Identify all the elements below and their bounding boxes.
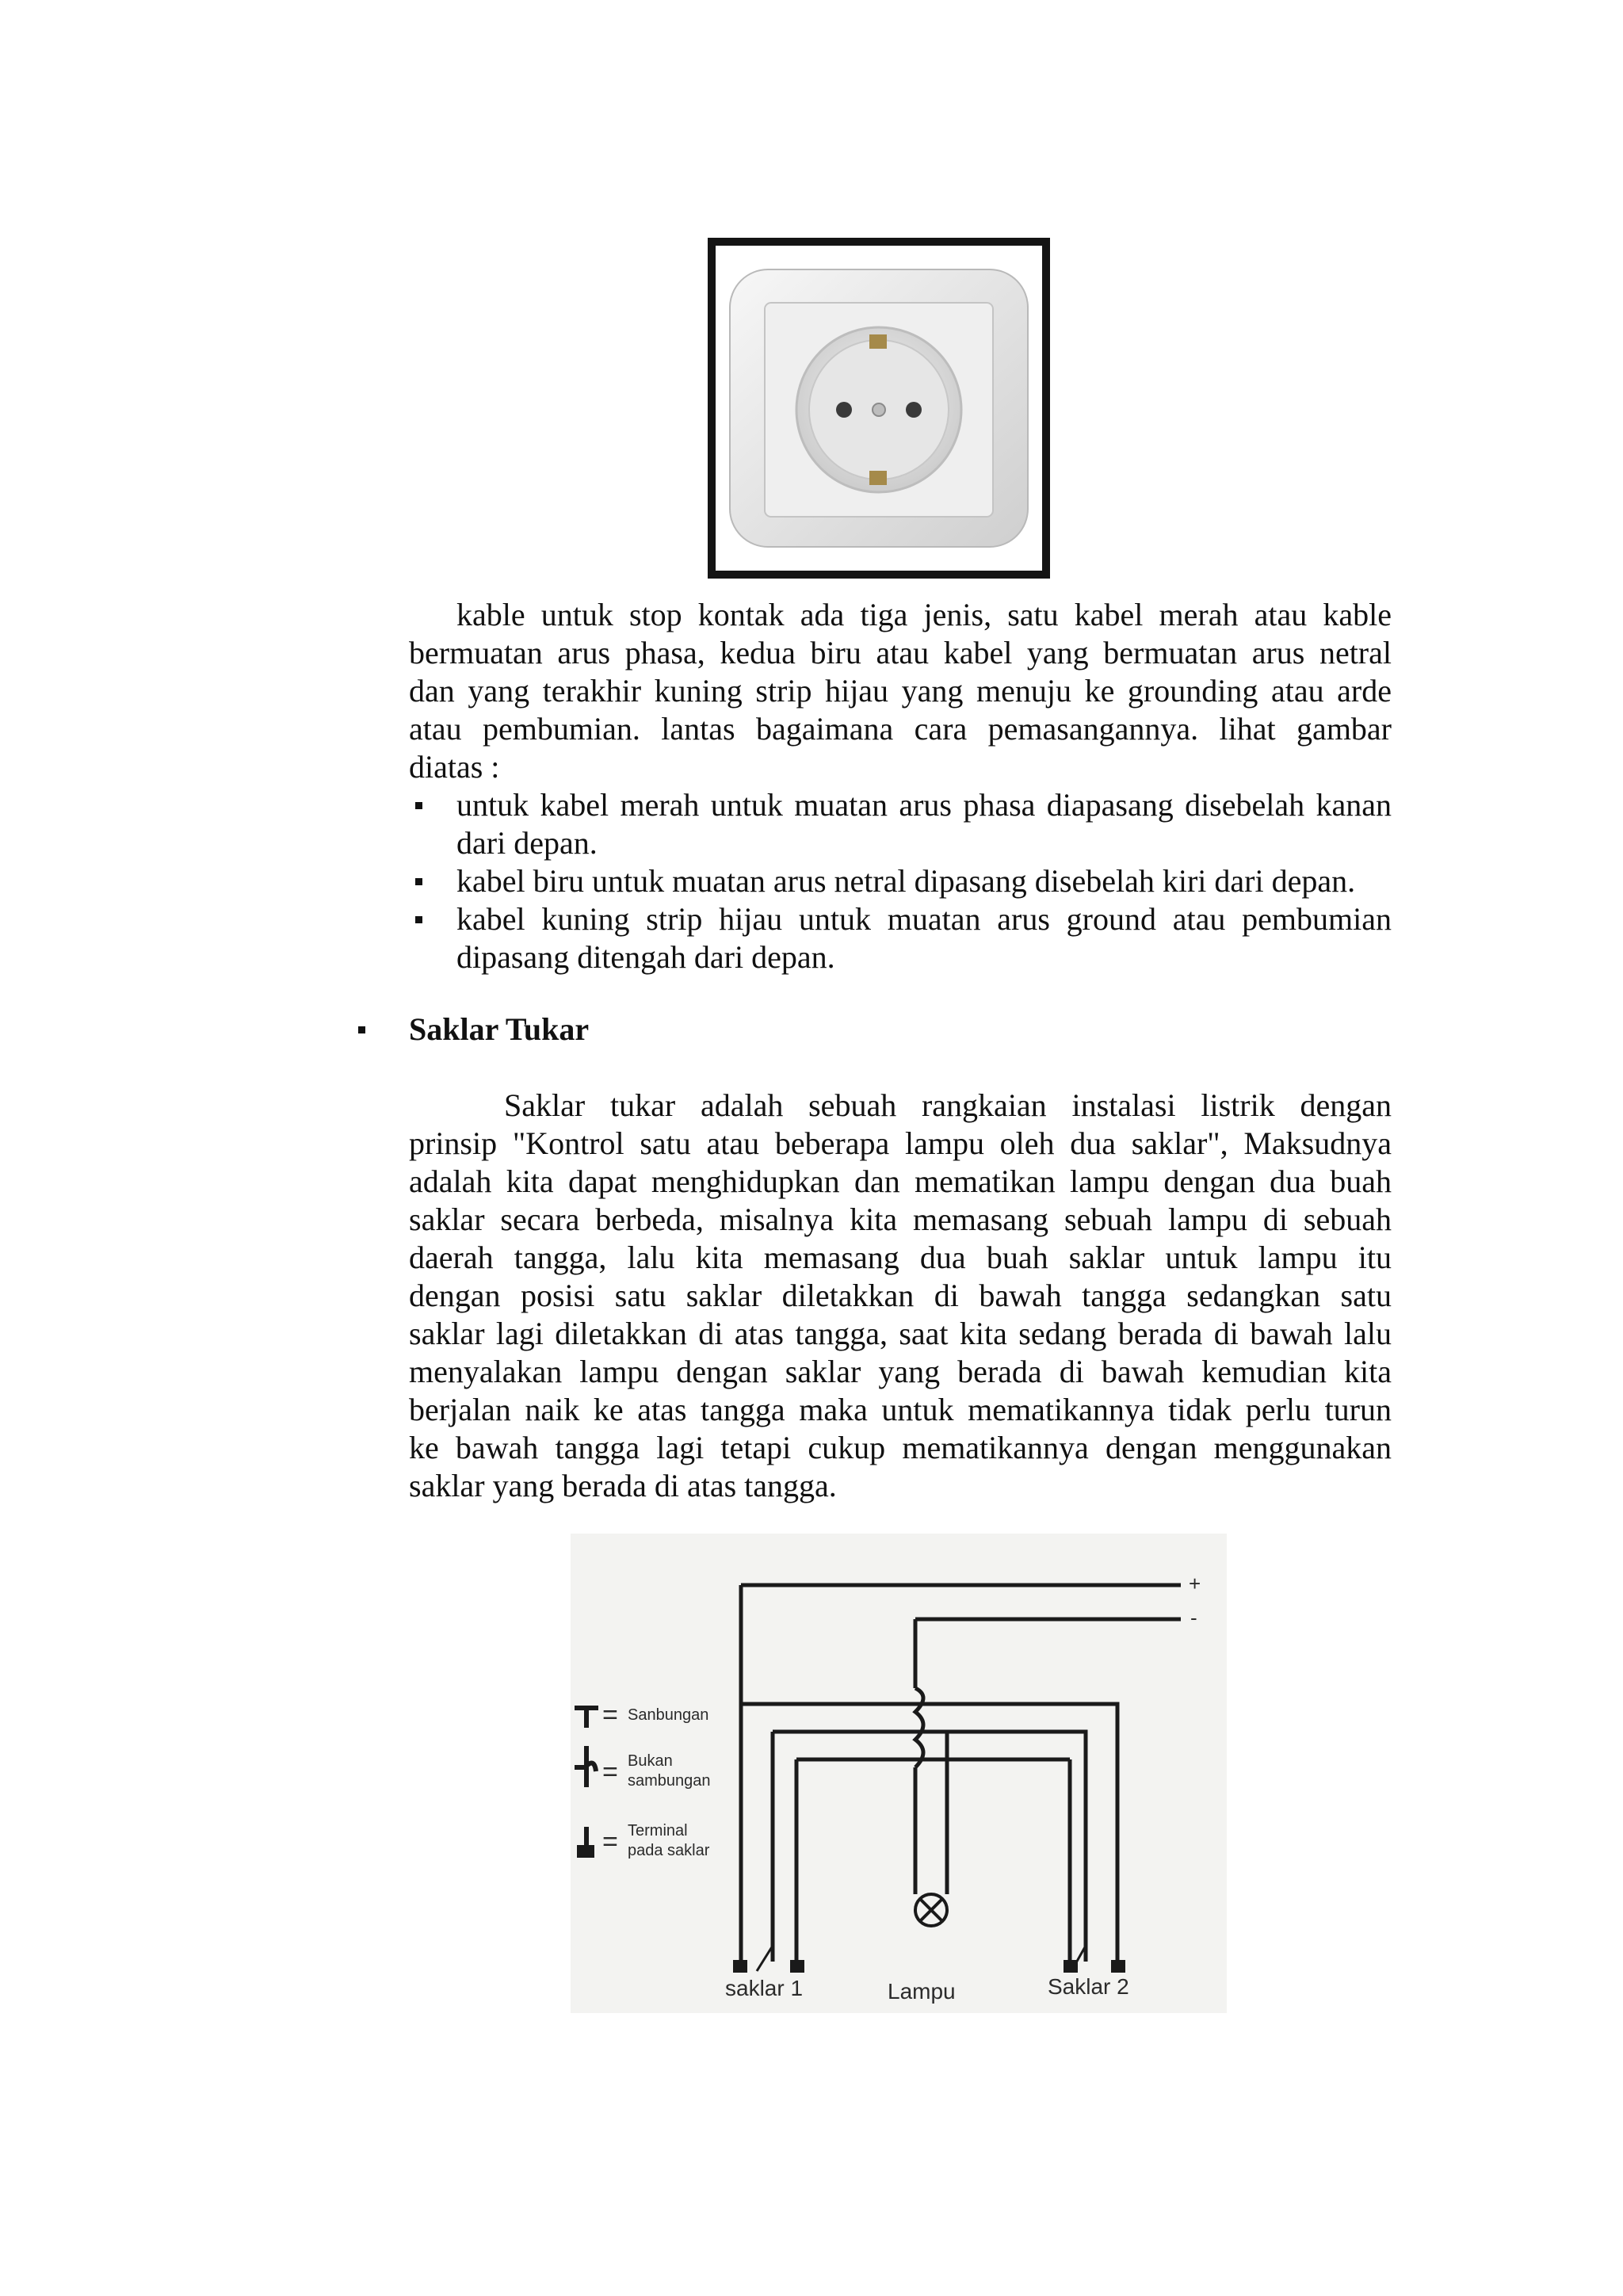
text-line: dengan posisi satu saklar diletakkan di bawah tangga sedangkan satu — [409, 1278, 1392, 1313]
paragraph-socket-cables — [409, 596, 1392, 786]
text-line: daerah tangga, lalu kita memasang dua buah saklar untuk lampu itu — [409, 1240, 1392, 1275]
legend-bukan-label-2: sambungan — [628, 1772, 711, 1790]
bullet-square-icon — [415, 878, 422, 885]
minus-label: - — [1190, 1606, 1197, 1629]
saklar1-label: saklar 1 — [725, 1976, 804, 2000]
text-line: Saklar tukar adalah sebuah rangkaian instalasi listrik dengan — [504, 1087, 1392, 1123]
legend-bukan-label-1: Bukan — [628, 1752, 673, 1770]
wiring-diagram — [571, 1534, 1227, 2013]
socket-photo — [708, 238, 1050, 579]
list-item — [409, 900, 1392, 976]
text-line: berjalan naik ke atas tangga maka untuk mematikannya tidak perlu turun — [409, 1392, 1392, 1427]
lamp-symbol — [915, 1894, 947, 1926]
legend-terminal-label-1: Terminal — [628, 1822, 688, 1839]
lampu-label: Lampu — [888, 1979, 956, 2004]
paragraph-saklar-tukar — [409, 1087, 1392, 1505]
bullet-square-icon — [415, 916, 422, 923]
text-line: diatas : — [409, 749, 500, 785]
text-line: dan yang terakhir kuning strip hijau yang menuju ke grounding atau arde — [409, 673, 1392, 709]
list-item — [409, 862, 1392, 900]
legend-bukan-sambungan-icon — [575, 1746, 596, 1787]
text-line: saklar lagi diletakkan di atas tangga, saat kita sedang berada di bawah lalu — [409, 1316, 1392, 1351]
legend-symbols — [575, 1708, 598, 1847]
legend-terminal-block — [577, 1845, 594, 1858]
saklar1-terminals — [733, 1946, 804, 1973]
legend-sambungan-icon — [575, 1708, 598, 1728]
wires — [741, 1585, 1181, 1962]
list-item-text: untuk kabel merah untuk muatan arus phasa diapasang disebelah kanan — [456, 787, 1392, 823]
section-heading: Saklar Tukar — [409, 1011, 590, 1047]
text-line: adalah kita dapat menghidupkan dan mematikan lampu dengan dua buah — [409, 1163, 1392, 1199]
text-line: ke bawah tangga lagi tetapi cukup mematikannya dengan menggunakan — [409, 1430, 1392, 1465]
legend-equals: = — [602, 1827, 618, 1857]
list-item-text: dipasang ditengah dari depan. — [456, 939, 835, 975]
text-line: bermuatan arus phasa, kedua biru atau kabel yang bermuatan arus netral — [409, 635, 1392, 670]
legend-equals: = — [602, 1757, 618, 1787]
bullet-list — [409, 786, 1392, 976]
list-item-text: kabel kuning strip hijau untuk muatan arus ground atau pembumian — [456, 901, 1392, 937]
text-line: kable untuk stop kontak ada tiga jenis, satu kabel merah atau kable — [456, 597, 1392, 632]
text-line: atau pembumian. lantas bagaimana cara pemasangannya. lihat gambar — [409, 711, 1392, 747]
legend-terminal-label-2: pada saklar — [628, 1842, 710, 1859]
circuit-diagram — [571, 1534, 1227, 2013]
text-line: prinsip "Kontrol satu atau beberapa lampu oleh dua saklar", Maksudnya — [409, 1125, 1392, 1161]
text-line: menyalakan lampu dengan saklar yang berada di bawah kemudian kita — [409, 1354, 1392, 1389]
saklar2-label: Saklar 2 — [1048, 1974, 1129, 1999]
text-line: saklar yang berada di atas tangga. — [409, 1468, 837, 1503]
list-item — [409, 786, 1392, 862]
wire-crossover — [915, 1688, 923, 1767]
list-item-text: dari depan. — [456, 825, 598, 861]
legend-equals: = — [602, 1700, 618, 1730]
legend-sambungan-label: Sanbungan — [628, 1706, 709, 1724]
socket-illustration — [716, 246, 1042, 571]
plus-label: + — [1189, 1572, 1201, 1595]
bullet-square-icon — [415, 802, 422, 809]
text-line: saklar secara berbeda, misalnya kita memasang sebuah lampu di sebuah — [409, 1201, 1392, 1237]
bullet-square-icon — [358, 1026, 365, 1033]
list-item-text: kabel biru untuk muatan arus netral dipasang disebelah kiri dari depan. — [456, 863, 1356, 899]
